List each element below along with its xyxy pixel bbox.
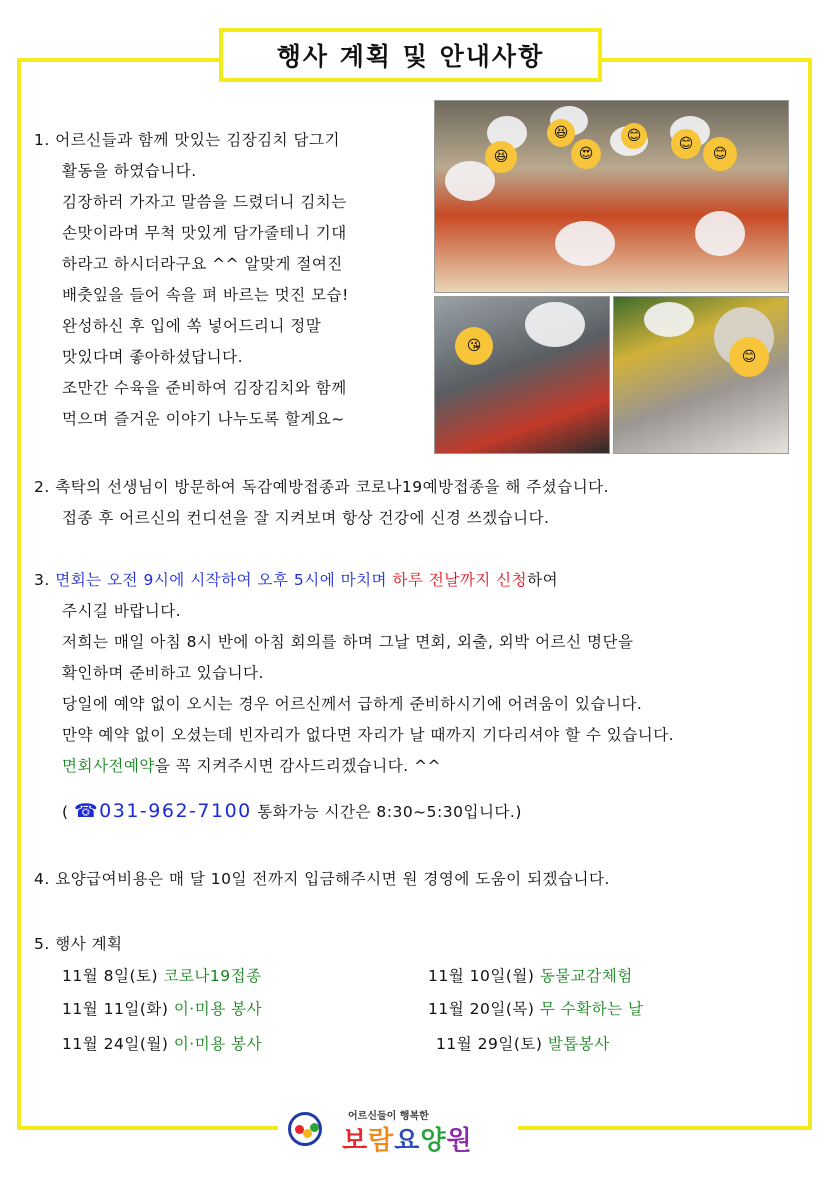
visiting-hours-highlight: 면회는 오전 9시에 시작하여 오후 5시에 마치며 xyxy=(55,571,388,589)
section-3-line: 만약 예약 없이 오셨는데 빈자리가 없다면 자리가 날 때까지 기다리셔야 할 수 있습니다. xyxy=(62,726,675,744)
section-1-line: 1. 어르신들과 함께 맛있는 김장김치 담그기 xyxy=(34,131,340,149)
event-date: 11월 10일(월) xyxy=(428,967,535,985)
kimchi-making-photo xyxy=(434,100,789,293)
section-5-heading: 5. 행사 계획 xyxy=(34,935,123,953)
event-item xyxy=(428,961,633,992)
section-1-line: 하라고 하시더라구요 ^^ 알맞게 절여진 xyxy=(62,255,343,273)
logo-name: 보람요양원 xyxy=(342,1126,473,1156)
phone-hours: 통화가능 시간은 8:30~5:30입니다.) xyxy=(257,803,522,821)
request-deadline-highlight: 하루 전날까지 신청 xyxy=(392,571,528,589)
event-item xyxy=(62,994,262,1025)
section-1-line: 김장하러 가자고 말씀을 드렸더니 김치는 xyxy=(62,193,347,211)
event-date: 11월 20일(목) xyxy=(428,1000,535,1018)
organization-logo xyxy=(278,1106,518,1156)
section-3-line: 확인하며 준비하고 있습니다. xyxy=(62,664,264,682)
section-1-line: 조만간 수육을 준비하여 김장김치와 함께 xyxy=(62,379,347,397)
section-1-line: 배춧잎을 들어 속을 펴 바르는 멋진 모습! xyxy=(62,286,349,304)
feeding-kimchi-photo-1 xyxy=(434,296,610,454)
section-1-line: 맛있다며 좋아하셨답니다. xyxy=(62,348,244,366)
event-date: 11월 29일(토) xyxy=(436,1035,543,1053)
section-3-line: 주시길 바랍니다. xyxy=(62,602,182,620)
phone-paren: ( xyxy=(62,803,69,821)
section-3-line: 당일에 예약 없이 오시는 경우 어르신께서 급하게 준비하시기에 어려움이 있습니다. xyxy=(62,695,643,713)
advance-reservation-highlight: 면회사전예약 xyxy=(62,757,155,775)
section-3-line: 저희는 매일 아침 8시 반에 아침 회의를 하며 그날 면회, 외출, 외박 어르신 명단을 xyxy=(62,633,634,651)
page-title: 행사 계획 및 안내사항 xyxy=(219,28,602,82)
section-2-line: 접종 후 어르신의 컨디션을 잘 지켜보며 항상 건강에 신경 쓰겠습니다. xyxy=(62,509,550,527)
phone-number[interactable]: ☎031-962-7100 xyxy=(74,800,252,822)
event-date: 11월 11일(화) xyxy=(62,1000,169,1018)
section-2-line: 2. 촉탁의 선생님이 방문하여 독감예방접종과 코로나19예방접종을 해 주셨습니다. xyxy=(34,478,610,496)
event-name: 발톱봉사 xyxy=(547,1035,610,1053)
section-3-reservation-line xyxy=(62,751,441,782)
face-blur-emoji-icon: 😊 xyxy=(703,137,737,171)
section-1-line: 먹으며 즐거운 이야기 나누도록 할게요~ xyxy=(62,410,345,428)
event-date: 11월 8일(토) xyxy=(62,967,159,985)
event-item xyxy=(436,1029,610,1060)
section-3-first-line-tail: 하여 xyxy=(527,571,559,589)
logo-tagline: 어르신들이 행복한 xyxy=(348,1111,429,1122)
event-name: 무 수확하는 날 xyxy=(539,1000,644,1018)
event-item xyxy=(62,1029,262,1060)
logo-emblem-icon xyxy=(288,1112,322,1146)
event-item xyxy=(428,994,644,1025)
face-blur-emoji-icon: 😆 xyxy=(485,141,517,173)
section-3-number: 3. xyxy=(34,571,50,589)
event-name: 이·미용 봉사 xyxy=(173,1000,263,1018)
event-name: 코로나19접종 xyxy=(163,967,262,985)
event-item xyxy=(62,961,262,992)
face-blur-emoji-icon: 😆 xyxy=(547,119,575,147)
section-4-line: 4. 요양급여비용은 매 달 10일 전까지 입금해주시면 원 경영에 도움이 되겠습니다. xyxy=(34,870,610,888)
feeding-kimchi-photo-2 xyxy=(613,296,789,454)
face-blur-emoji-icon: 😊 xyxy=(621,123,647,149)
reservation-line-tail: 을 꼭 지켜주시면 감사드리겠습니다. ^^ xyxy=(154,757,442,775)
event-name: 동물교감체험 xyxy=(539,967,633,985)
event-name: 이·미용 봉사 xyxy=(173,1035,263,1053)
section-1-line: 손맛이라며 무척 맛있게 담가줄테니 기대 xyxy=(62,224,347,242)
face-blur-emoji-icon: 😊 xyxy=(729,337,769,377)
event-date: 11월 24일(월) xyxy=(62,1035,169,1053)
phone-line xyxy=(62,796,522,828)
face-blur-emoji-icon: 😊 xyxy=(671,129,701,159)
section-1-line: 활동을 하였습니다. xyxy=(62,162,197,180)
section-3-first-line xyxy=(34,565,558,596)
face-blur-emoji-icon: 😘 xyxy=(455,327,493,365)
section-1-line: 완성하신 후 입에 쏙 넣어드리니 정말 xyxy=(62,317,322,335)
face-blur-emoji-icon: 😍 xyxy=(571,139,601,169)
